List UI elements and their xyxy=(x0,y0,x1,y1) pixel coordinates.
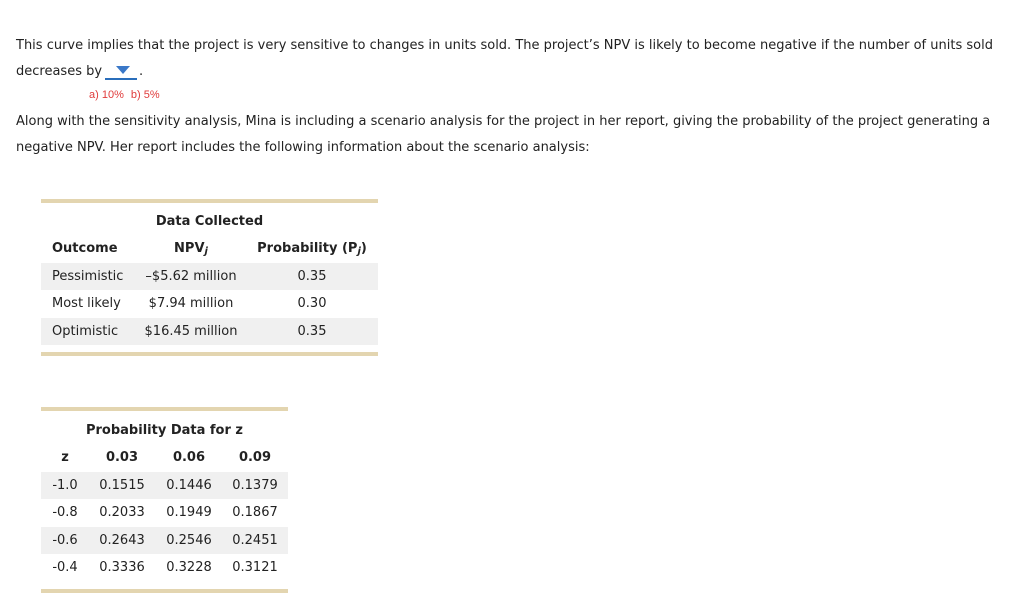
cell-z: -0.8 xyxy=(52,505,78,520)
cell-outcome: Most likely xyxy=(52,296,121,311)
header-col: 0.03 xyxy=(105,450,139,465)
table-row xyxy=(41,472,288,499)
table-rule-top xyxy=(41,199,378,203)
question-paragraph-1 xyxy=(16,33,1006,85)
header-npv: NPVj xyxy=(174,241,208,257)
cell-outcome: Pessimistic xyxy=(52,269,124,284)
cell-value: 0.2033 xyxy=(99,505,145,520)
header-col: 0.09 xyxy=(238,450,272,465)
table-row xyxy=(41,527,288,554)
cell-value: 0.2451 xyxy=(232,533,278,548)
table-rule-bottom xyxy=(41,589,288,593)
header-z: z xyxy=(61,450,69,465)
question-text-before: This curve implies that the project is very sensitive to changes in units sold. The project’s NPV is likely to become negative if the number of units sold decreases by xyxy=(16,38,993,79)
scenario-table-caption: Data Collected xyxy=(155,214,264,229)
cell-npv: –$5.62 million xyxy=(145,269,237,284)
table-row xyxy=(41,290,378,317)
cell-z: -1.0 xyxy=(52,478,78,493)
scenario-table-header xyxy=(41,235,378,262)
cell-z: -0.4 xyxy=(52,560,78,575)
question-paragraph-2: Along with the sensitivity analysis, Mina is including a scenario analysis for the project in her report, giving the probability of the project generating a negative NPV. Her report includes the following information about the scenario analysis: xyxy=(16,114,991,155)
cell-value: 0.1515 xyxy=(99,478,145,493)
question-text-after: . xyxy=(139,64,144,79)
header-probability: Probability (Pj) xyxy=(257,241,367,257)
chevron-down-icon[interactable] xyxy=(116,66,130,74)
cell-value: 0.1379 xyxy=(232,478,278,493)
table-row xyxy=(41,318,378,345)
z-table-caption: Probability Data for z xyxy=(85,423,243,438)
dropdown-options xyxy=(89,89,164,101)
cell-value: 0.3336 xyxy=(99,560,145,575)
table-row xyxy=(41,554,288,581)
header-outcome: Outcome xyxy=(52,241,118,256)
cell-value: 0.3121 xyxy=(232,560,278,575)
table-rule-bottom xyxy=(41,352,378,356)
cell-npv: $7.94 million xyxy=(148,296,234,311)
table-row xyxy=(41,499,288,526)
cell-value: 0.1446 xyxy=(166,478,212,493)
option-b[interactable]: b) 5% xyxy=(130,89,160,101)
cell-z: -0.6 xyxy=(52,533,78,548)
cell-value: 0.1867 xyxy=(232,505,278,520)
cell-outcome: Optimistic xyxy=(52,324,119,339)
cell-value: 0.2643 xyxy=(99,533,145,548)
table-row xyxy=(41,263,378,290)
answer-dropdown[interactable] xyxy=(105,60,137,80)
option-a[interactable]: a) 10% xyxy=(89,89,124,101)
table-rule-top xyxy=(41,407,288,411)
cell-probability: 0.35 xyxy=(297,324,327,339)
cell-probability: 0.35 xyxy=(297,269,327,284)
z-table-header xyxy=(41,444,288,471)
cell-probability: 0.30 xyxy=(297,296,327,311)
cell-value: 0.2546 xyxy=(166,533,212,548)
header-col: 0.06 xyxy=(172,450,206,465)
cell-value: 0.3228 xyxy=(166,560,212,575)
cell-npv: $16.45 million xyxy=(144,324,238,339)
cell-value: 0.1949 xyxy=(166,505,212,520)
